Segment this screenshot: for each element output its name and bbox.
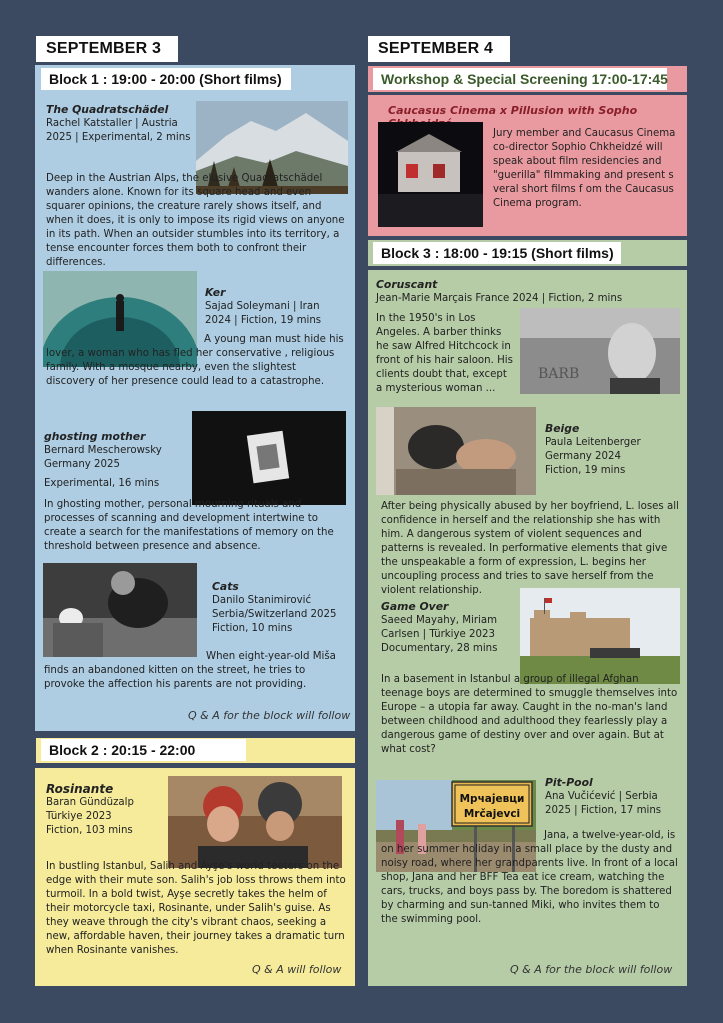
film-meta: Bernard Mescherowsky [44, 445, 162, 456]
film-meta: Paula Leitenberger [545, 437, 641, 448]
day-label-september-3: SEPTEMBER 3 [36, 36, 178, 62]
day-label-september-4: SEPTEMBER 4 [368, 36, 510, 62]
workshop-header: Workshop & Special Screening 17:00-17:45 [373, 68, 667, 90]
film-meta: Fiction, 19 mins [545, 465, 626, 476]
film-cats-description: When eight-year-old Miša finds an abandoned kitten on the street, he tries to provoke the affection his parents are not providing. [44, 651, 336, 690]
workshop-title: Caucasus Cinema x Pillusion with Sopho [388, 104, 638, 117]
film-game-over-description: In a basement in Istanbul a group of illegal Afghan teenage boys are determined to smuggle themselves into Europe – a utopia far away. Caught in the no-man's land between childhood and adulthood they fearlessly play a dangerous game of destiny over and over again. But at what cost? [381, 674, 678, 755]
film-ker-info [205, 286, 350, 328]
film-meta: Germany 2024 [545, 451, 621, 462]
film-quadratschaedel-info [46, 103, 194, 145]
film-meta: Türkiye 2023 [46, 811, 112, 822]
film-meta: Germany 2025 [44, 459, 120, 470]
film-ghosting-mother-info [44, 430, 189, 491]
film-still-game-over [520, 588, 680, 684]
film-game-over-info [381, 600, 516, 656]
film-meta: Carlsen | Türkiye 2023 [381, 629, 495, 640]
film-meta: Serbia/Switzerland 2025 [212, 609, 337, 620]
film-meta: Baran Gündüzalp [46, 797, 134, 808]
film-title: Beige [545, 422, 580, 435]
film-title: Rosinante [46, 782, 114, 796]
film-title: Coruscant [376, 278, 438, 291]
film-ker-description: A young man must hide his lover, a woman who has fled her conservative , religious family. With a mosque nearby, even the slightest discovery of her presence could lead to a catastrophe. [46, 334, 344, 387]
town-sign-latin: Mrčajevci [463, 808, 521, 820]
film-pit-pool-description: Jana, a twelve-year-old, is on her summer holiday in a small place by the dusty and noisy road, where her grandparents live. In front of a local shop, Jana and her BFF Tea eat ice cream, watching the cars, trucks, and boys pass by. The boredom is shattered by charming and sun-tanned Miki, who invites them to the swimming pool. [381, 830, 678, 925]
block-3-header: Block 3 : 18:00 - 19:15 (Short films) [373, 242, 621, 264]
film-meta: Saeed Mayahy, Miriam [381, 615, 498, 626]
film-meta: Jean-Marie Marçais France 2024 | Fiction, 2 mins [376, 293, 623, 304]
film-beige-description: After being physically abused by her boyfriend, L. loses all confidence in herself and the relationship she has with him. A dangerous system of violent sequences and patterns is revealed. In performative elements that give the unspeakable a form of expression, L. begins her uncoupling process and tries to save herself from the violent relationship. [381, 501, 679, 596]
workshop-description: Jury member and Caucasus Cinema co-director Sophio Chkheidzé will speak about film residencies and "guerilla" filmmaking and present s veral short films f om the Caucasus Cinema program. [493, 128, 676, 209]
workshop-still [378, 122, 483, 227]
town-sign-cyrillic: Мрчајевци [459, 793, 525, 805]
film-meta: Sajad Soleymani | Iran [205, 301, 320, 312]
film-title: Ker [205, 286, 226, 299]
film-meta: 2025 | Fiction, 17 mins [545, 805, 662, 816]
film-still-beige [376, 407, 536, 495]
film-cats-info [212, 580, 352, 636]
film-beige-info [545, 422, 680, 478]
film-meta: Documentary, 28 mins [381, 643, 498, 654]
film-coruscant-info [376, 278, 681, 306]
film-meta: Fiction, 103 mins [46, 825, 133, 836]
film-ghosting-mother-description: In ghosting mother, personal mourning rituals and processes of scanning and development intertwine to create a search for the manifestations of memory on the threshold between presence and absence. [44, 499, 334, 552]
film-pit-pool-info [545, 776, 680, 818]
film-meta: Fiction, 10 mins [212, 623, 293, 634]
block-1-qa-note: Q & A for the block will follow [188, 709, 351, 722]
film-meta: Ana Vučićević | Serbia [545, 791, 658, 802]
svg-text:BARB: BARB [538, 366, 580, 382]
film-quadratschaedel-description: Deep in the Austrian Alps, the elusive Quadratschädel wanders alone. Known for its square head and even squarer opinions, the creature rarely shows itself, and when it does, it is only to impose its rigid views on anyone in its path. When an outsider stumbles into its territory, a tense encounter forces them both to confront their differences. [46, 173, 345, 268]
film-title: Game Over [381, 600, 449, 613]
film-title: Pit-Pool [545, 776, 593, 789]
film-still-cats [43, 563, 197, 657]
film-still-coruscant [520, 308, 680, 394]
film-meta: Experimental, 16 mins [44, 478, 160, 489]
film-still-ghosting-mother [192, 411, 346, 505]
film-coruscant-description: In the 1950's in Los Angeles. A barber thinks he saw Alfred Hitchcock in front of his hair saloon. His clients doubt that, except a mysterious woman ... [376, 313, 513, 394]
film-meta: Danilo Stanimirović [212, 595, 312, 606]
film-meta: Rachel Katstaller | Austria [46, 118, 178, 129]
block-3-qa-note: Q & A for the block will follow [510, 963, 673, 976]
film-title: The Quadratschädel [46, 103, 169, 116]
film-rosinante-info [46, 782, 166, 838]
block-1-header: Block 1 : 19:00 - 20:00 (Short films) [41, 68, 291, 90]
block-2-qa-note: Q & A will follow [252, 963, 342, 976]
film-rosinante-description: In bustling Istanbul, Salih and Ayşe's world teeters on the edge with their mute son. Salih's job loss throws them into turmoil. In a bold twist, Ayşe secretly takes the helm of their motorcycle taxi, Rosinante, under Salih's guise. As they weave through the city's vibrant chaos, seeking a new, affordable haven, their journey takes a dramatic turn when Rosinante vanishes. [46, 861, 346, 956]
film-title: ghosting mother [44, 430, 146, 443]
film-meta: 2024 | Fiction, 19 mins [205, 315, 322, 326]
film-still-rosinante [168, 776, 342, 868]
film-meta: 2025 | Experimental, 2 mins [46, 132, 191, 143]
block-2-header: Block 2 : 20:15 - 22:00 [41, 739, 246, 761]
film-title: Cats [212, 580, 239, 593]
